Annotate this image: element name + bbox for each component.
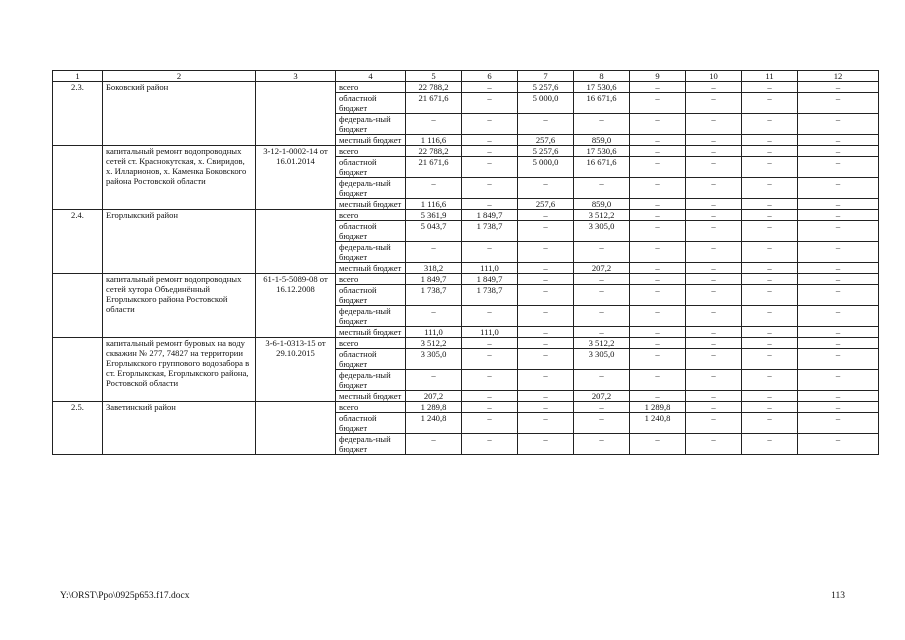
value-cell: – <box>742 114 798 135</box>
funding-type: областной бюджет <box>336 349 406 370</box>
value-cell: – <box>518 263 574 274</box>
value-cell: – <box>686 114 742 135</box>
value-cell: – <box>742 370 798 391</box>
value-cell: – <box>462 82 518 93</box>
item-name: капитальный ремонт водопроводных сетей ст. Краснокутская, х. Свиридов, х. Илларионов, х. Каменка Боковского района Ростовской области <box>103 146 256 210</box>
value-cell: – <box>406 242 462 263</box>
value-cell: – <box>742 402 798 413</box>
value-cell: – <box>686 285 742 306</box>
value-cell: 257,6 <box>518 199 574 210</box>
value-cell: – <box>798 178 879 199</box>
value-cell: – <box>742 391 798 402</box>
header-cell: 11 <box>742 71 798 82</box>
value-cell: – <box>630 434 686 455</box>
value-cell: – <box>630 157 686 178</box>
value-cell: 1 738,7 <box>406 285 462 306</box>
value-cell: – <box>462 178 518 199</box>
funding-type: всего <box>336 210 406 221</box>
value-cell: 17 530,6 <box>574 82 630 93</box>
value-cell: – <box>518 402 574 413</box>
value-cell: – <box>406 370 462 391</box>
value-cell: 1 738,7 <box>462 221 518 242</box>
value-cell: – <box>518 114 574 135</box>
value-cell: – <box>742 306 798 327</box>
funding-type: всего <box>336 402 406 413</box>
value-cell: – <box>742 327 798 338</box>
value-cell: – <box>518 434 574 455</box>
file-path: Y:\ORST\Ppo\0925p653.f17.docx <box>60 591 190 601</box>
value-cell: 3 305,0 <box>406 349 462 370</box>
value-cell: 207,2 <box>574 263 630 274</box>
value-cell: – <box>742 242 798 263</box>
value-cell: 3 512,2 <box>406 338 462 349</box>
value-cell: – <box>742 413 798 434</box>
value-cell: – <box>686 327 742 338</box>
value-cell: – <box>686 263 742 274</box>
value-cell: – <box>518 349 574 370</box>
funding-type: всего <box>336 82 406 93</box>
value-cell: – <box>742 274 798 285</box>
value-cell: – <box>686 370 742 391</box>
value-cell: – <box>406 178 462 199</box>
table-row <box>53 146 879 157</box>
value-cell: – <box>518 274 574 285</box>
value-cell: – <box>574 327 630 338</box>
value-cell: 21 671,6 <box>406 93 462 114</box>
funding-type: федераль-ный бюджет <box>336 242 406 263</box>
item-name: Егорлыкский район <box>103 210 256 274</box>
value-cell: 207,2 <box>574 391 630 402</box>
value-cell: – <box>462 93 518 114</box>
table-row <box>53 402 879 413</box>
value-cell: 3 512,2 <box>574 210 630 221</box>
value-cell: – <box>742 338 798 349</box>
value-cell: 17 530,6 <box>574 146 630 157</box>
value-cell: 5 000,0 <box>518 93 574 114</box>
value-cell: 5 257,6 <box>518 146 574 157</box>
funding-type: местный бюджет <box>336 263 406 274</box>
value-cell: – <box>742 434 798 455</box>
value-cell: – <box>798 338 879 349</box>
value-cell: 859,0 <box>574 135 630 146</box>
item-name: капитальный ремонт водопроводных сетей хутора Объединённый Егорлыкского района Ростовской области <box>103 274 256 338</box>
value-cell: 1 849,7 <box>406 274 462 285</box>
value-cell: – <box>462 114 518 135</box>
value-cell: – <box>798 93 879 114</box>
document-ref <box>256 82 336 146</box>
funding-type: местный бюджет <box>336 199 406 210</box>
value-cell: – <box>630 263 686 274</box>
document-ref: 3-12-1-0002-14 от 16.01.2014 <box>256 146 336 210</box>
value-cell: – <box>518 338 574 349</box>
value-cell: 5 043,7 <box>406 221 462 242</box>
funding-type: местный бюджет <box>336 327 406 338</box>
value-cell: 1 116,6 <box>406 199 462 210</box>
value-cell: 111,0 <box>406 327 462 338</box>
value-cell: 207,2 <box>406 391 462 402</box>
value-cell: – <box>686 391 742 402</box>
header-cell: 7 <box>518 71 574 82</box>
value-cell: – <box>630 306 686 327</box>
value-cell: – <box>574 242 630 263</box>
funding-type: федераль-ный бюджет <box>336 434 406 455</box>
value-cell: 16 671,6 <box>574 157 630 178</box>
funding-type: областной бюджет <box>336 285 406 306</box>
value-cell: 21 671,6 <box>406 157 462 178</box>
value-cell: 5 361,9 <box>406 210 462 221</box>
funding-type: всего <box>336 338 406 349</box>
value-cell: – <box>462 146 518 157</box>
value-cell: 1 116,6 <box>406 135 462 146</box>
value-cell: – <box>518 242 574 263</box>
value-cell: 1 849,7 <box>462 274 518 285</box>
value-cell: – <box>630 199 686 210</box>
value-cell: – <box>406 114 462 135</box>
value-cell: – <box>518 327 574 338</box>
header-cell: 8 <box>574 71 630 82</box>
value-cell: – <box>742 285 798 306</box>
value-cell: – <box>518 178 574 199</box>
document-ref <box>256 210 336 274</box>
item-number: 2.5. <box>53 402 103 455</box>
value-cell: – <box>462 157 518 178</box>
value-cell: 1 738,7 <box>462 285 518 306</box>
value-cell: 5 000,0 <box>518 157 574 178</box>
header-cell: 3 <box>256 71 336 82</box>
value-cell: – <box>798 146 879 157</box>
value-cell: – <box>518 306 574 327</box>
funding-type: областной бюджет <box>336 157 406 178</box>
funding-type: местный бюджет <box>336 391 406 402</box>
document-ref: 61-1-5-5089-08 от 16.12.2008 <box>256 274 336 338</box>
value-cell: – <box>686 178 742 199</box>
value-cell: – <box>686 338 742 349</box>
value-cell: – <box>798 306 879 327</box>
value-cell: 3 305,0 <box>574 221 630 242</box>
budget-table <box>52 70 879 455</box>
value-cell: 22 788,2 <box>406 82 462 93</box>
value-cell: – <box>798 434 879 455</box>
funding-type: федераль-ный бюджет <box>336 114 406 135</box>
value-cell: – <box>518 370 574 391</box>
value-cell: 257,6 <box>518 135 574 146</box>
value-cell: – <box>630 210 686 221</box>
item-number: 2.4. <box>53 210 103 274</box>
value-cell: – <box>574 114 630 135</box>
value-cell: – <box>798 199 879 210</box>
header-cell: 6 <box>462 71 518 82</box>
value-cell: – <box>462 391 518 402</box>
value-cell: – <box>630 349 686 370</box>
header-cell: 1 <box>53 71 103 82</box>
funding-type: всего <box>336 146 406 157</box>
value-cell: – <box>798 221 879 242</box>
value-cell: – <box>798 402 879 413</box>
value-cell: – <box>798 210 879 221</box>
funding-type: областной бюджет <box>336 221 406 242</box>
value-cell: – <box>630 285 686 306</box>
value-cell: – <box>462 199 518 210</box>
value-cell: 3 305,0 <box>574 349 630 370</box>
value-cell: – <box>742 349 798 370</box>
header-cell: 5 <box>406 71 462 82</box>
value-cell: 111,0 <box>462 263 518 274</box>
value-cell: – <box>798 327 879 338</box>
item-name: Боковский район <box>103 82 256 146</box>
value-cell: – <box>462 338 518 349</box>
table-row <box>53 82 879 93</box>
value-cell: – <box>742 93 798 114</box>
value-cell: 111,0 <box>462 327 518 338</box>
item-number <box>53 146 103 210</box>
value-cell: – <box>630 391 686 402</box>
item-name: Заветинский район <box>103 402 256 455</box>
value-cell: – <box>630 221 686 242</box>
item-number: 2.3. <box>53 82 103 146</box>
value-cell: 5 257,6 <box>518 82 574 93</box>
value-cell: – <box>630 114 686 135</box>
value-cell: – <box>574 285 630 306</box>
value-cell: – <box>742 199 798 210</box>
value-cell: – <box>742 146 798 157</box>
value-cell: 318,2 <box>406 263 462 274</box>
value-cell: – <box>574 274 630 285</box>
value-cell: – <box>686 306 742 327</box>
value-cell: – <box>462 413 518 434</box>
value-cell: – <box>798 285 879 306</box>
value-cell: 3 512,2 <box>574 338 630 349</box>
value-cell: 1 240,8 <box>630 413 686 434</box>
value-cell: – <box>686 199 742 210</box>
value-cell: – <box>798 242 879 263</box>
item-number <box>53 338 103 402</box>
value-cell: – <box>518 210 574 221</box>
value-cell: – <box>742 178 798 199</box>
value-cell: – <box>406 434 462 455</box>
header-cell: 12 <box>798 71 879 82</box>
value-cell: – <box>686 413 742 434</box>
header-cell: 4 <box>336 71 406 82</box>
value-cell: 1 240,8 <box>406 413 462 434</box>
value-cell: – <box>798 114 879 135</box>
header-cell: 10 <box>686 71 742 82</box>
value-cell: – <box>798 391 879 402</box>
value-cell: – <box>686 402 742 413</box>
funding-type: федераль-ный бюджет <box>336 306 406 327</box>
value-cell: – <box>630 327 686 338</box>
value-cell: – <box>798 157 879 178</box>
value-cell: 1 849,7 <box>462 210 518 221</box>
value-cell: – <box>686 274 742 285</box>
value-cell: – <box>574 306 630 327</box>
value-cell: 1 289,8 <box>406 402 462 413</box>
value-cell: – <box>574 370 630 391</box>
value-cell: – <box>630 82 686 93</box>
value-cell: – <box>742 221 798 242</box>
value-cell: – <box>462 306 518 327</box>
value-cell: – <box>686 434 742 455</box>
value-cell: – <box>630 338 686 349</box>
table-row <box>53 274 879 285</box>
value-cell: – <box>630 135 686 146</box>
value-cell: – <box>686 82 742 93</box>
value-cell: – <box>574 434 630 455</box>
value-cell: – <box>462 370 518 391</box>
value-cell: – <box>574 402 630 413</box>
value-cell: 859,0 <box>574 199 630 210</box>
table-row <box>53 210 879 221</box>
funding-type: всего <box>336 274 406 285</box>
value-cell: – <box>798 274 879 285</box>
value-cell: – <box>798 135 879 146</box>
value-cell: – <box>686 349 742 370</box>
document-ref: 3-6-1-0313-15 от 29.10.2015 <box>256 338 336 402</box>
value-cell: – <box>742 135 798 146</box>
funding-type: областной бюджет <box>336 93 406 114</box>
value-cell: – <box>462 349 518 370</box>
value-cell: – <box>798 263 879 274</box>
value-cell: 16 671,6 <box>574 93 630 114</box>
header-cell: 2 <box>103 71 256 82</box>
value-cell: – <box>518 413 574 434</box>
value-cell: – <box>630 242 686 263</box>
value-cell: – <box>798 349 879 370</box>
page-number: 113 <box>831 591 845 601</box>
value-cell: – <box>630 146 686 157</box>
value-cell: – <box>798 370 879 391</box>
value-cell: – <box>686 157 742 178</box>
value-cell: – <box>574 178 630 199</box>
value-cell: – <box>518 285 574 306</box>
value-cell: – <box>406 306 462 327</box>
document-ref <box>256 402 336 455</box>
value-cell: – <box>686 146 742 157</box>
value-cell: – <box>462 434 518 455</box>
value-cell: 1 289,8 <box>630 402 686 413</box>
value-cell: – <box>518 221 574 242</box>
value-cell: – <box>686 93 742 114</box>
value-cell: – <box>798 413 879 434</box>
value-cell: – <box>798 82 879 93</box>
value-cell: – <box>630 370 686 391</box>
value-cell: – <box>518 391 574 402</box>
header-row <box>53 71 879 82</box>
value-cell: – <box>686 135 742 146</box>
value-cell: – <box>462 242 518 263</box>
item-name: капитальный ремонт буровых на воду скважин № 277, 74827 на территории Егорлыкского группового водозабора в ст. Егорлыкская, Егорлыкского района, Ростовской области <box>103 338 256 402</box>
value-cell: – <box>574 413 630 434</box>
value-cell: – <box>742 157 798 178</box>
value-cell: – <box>462 402 518 413</box>
funding-type: областной бюджет <box>336 413 406 434</box>
value-cell: 22 788,2 <box>406 146 462 157</box>
funding-type: федераль-ный бюджет <box>336 370 406 391</box>
funding-type: местный бюджет <box>336 135 406 146</box>
value-cell: – <box>630 274 686 285</box>
value-cell: – <box>630 93 686 114</box>
item-number <box>53 274 103 338</box>
value-cell: – <box>742 263 798 274</box>
value-cell: – <box>742 82 798 93</box>
value-cell: – <box>630 178 686 199</box>
table-row <box>53 338 879 349</box>
value-cell: – <box>462 135 518 146</box>
value-cell: – <box>742 210 798 221</box>
value-cell: – <box>686 221 742 242</box>
funding-type: федераль-ный бюджет <box>336 178 406 199</box>
value-cell: – <box>686 242 742 263</box>
value-cell: – <box>686 210 742 221</box>
header-cell: 9 <box>630 71 686 82</box>
